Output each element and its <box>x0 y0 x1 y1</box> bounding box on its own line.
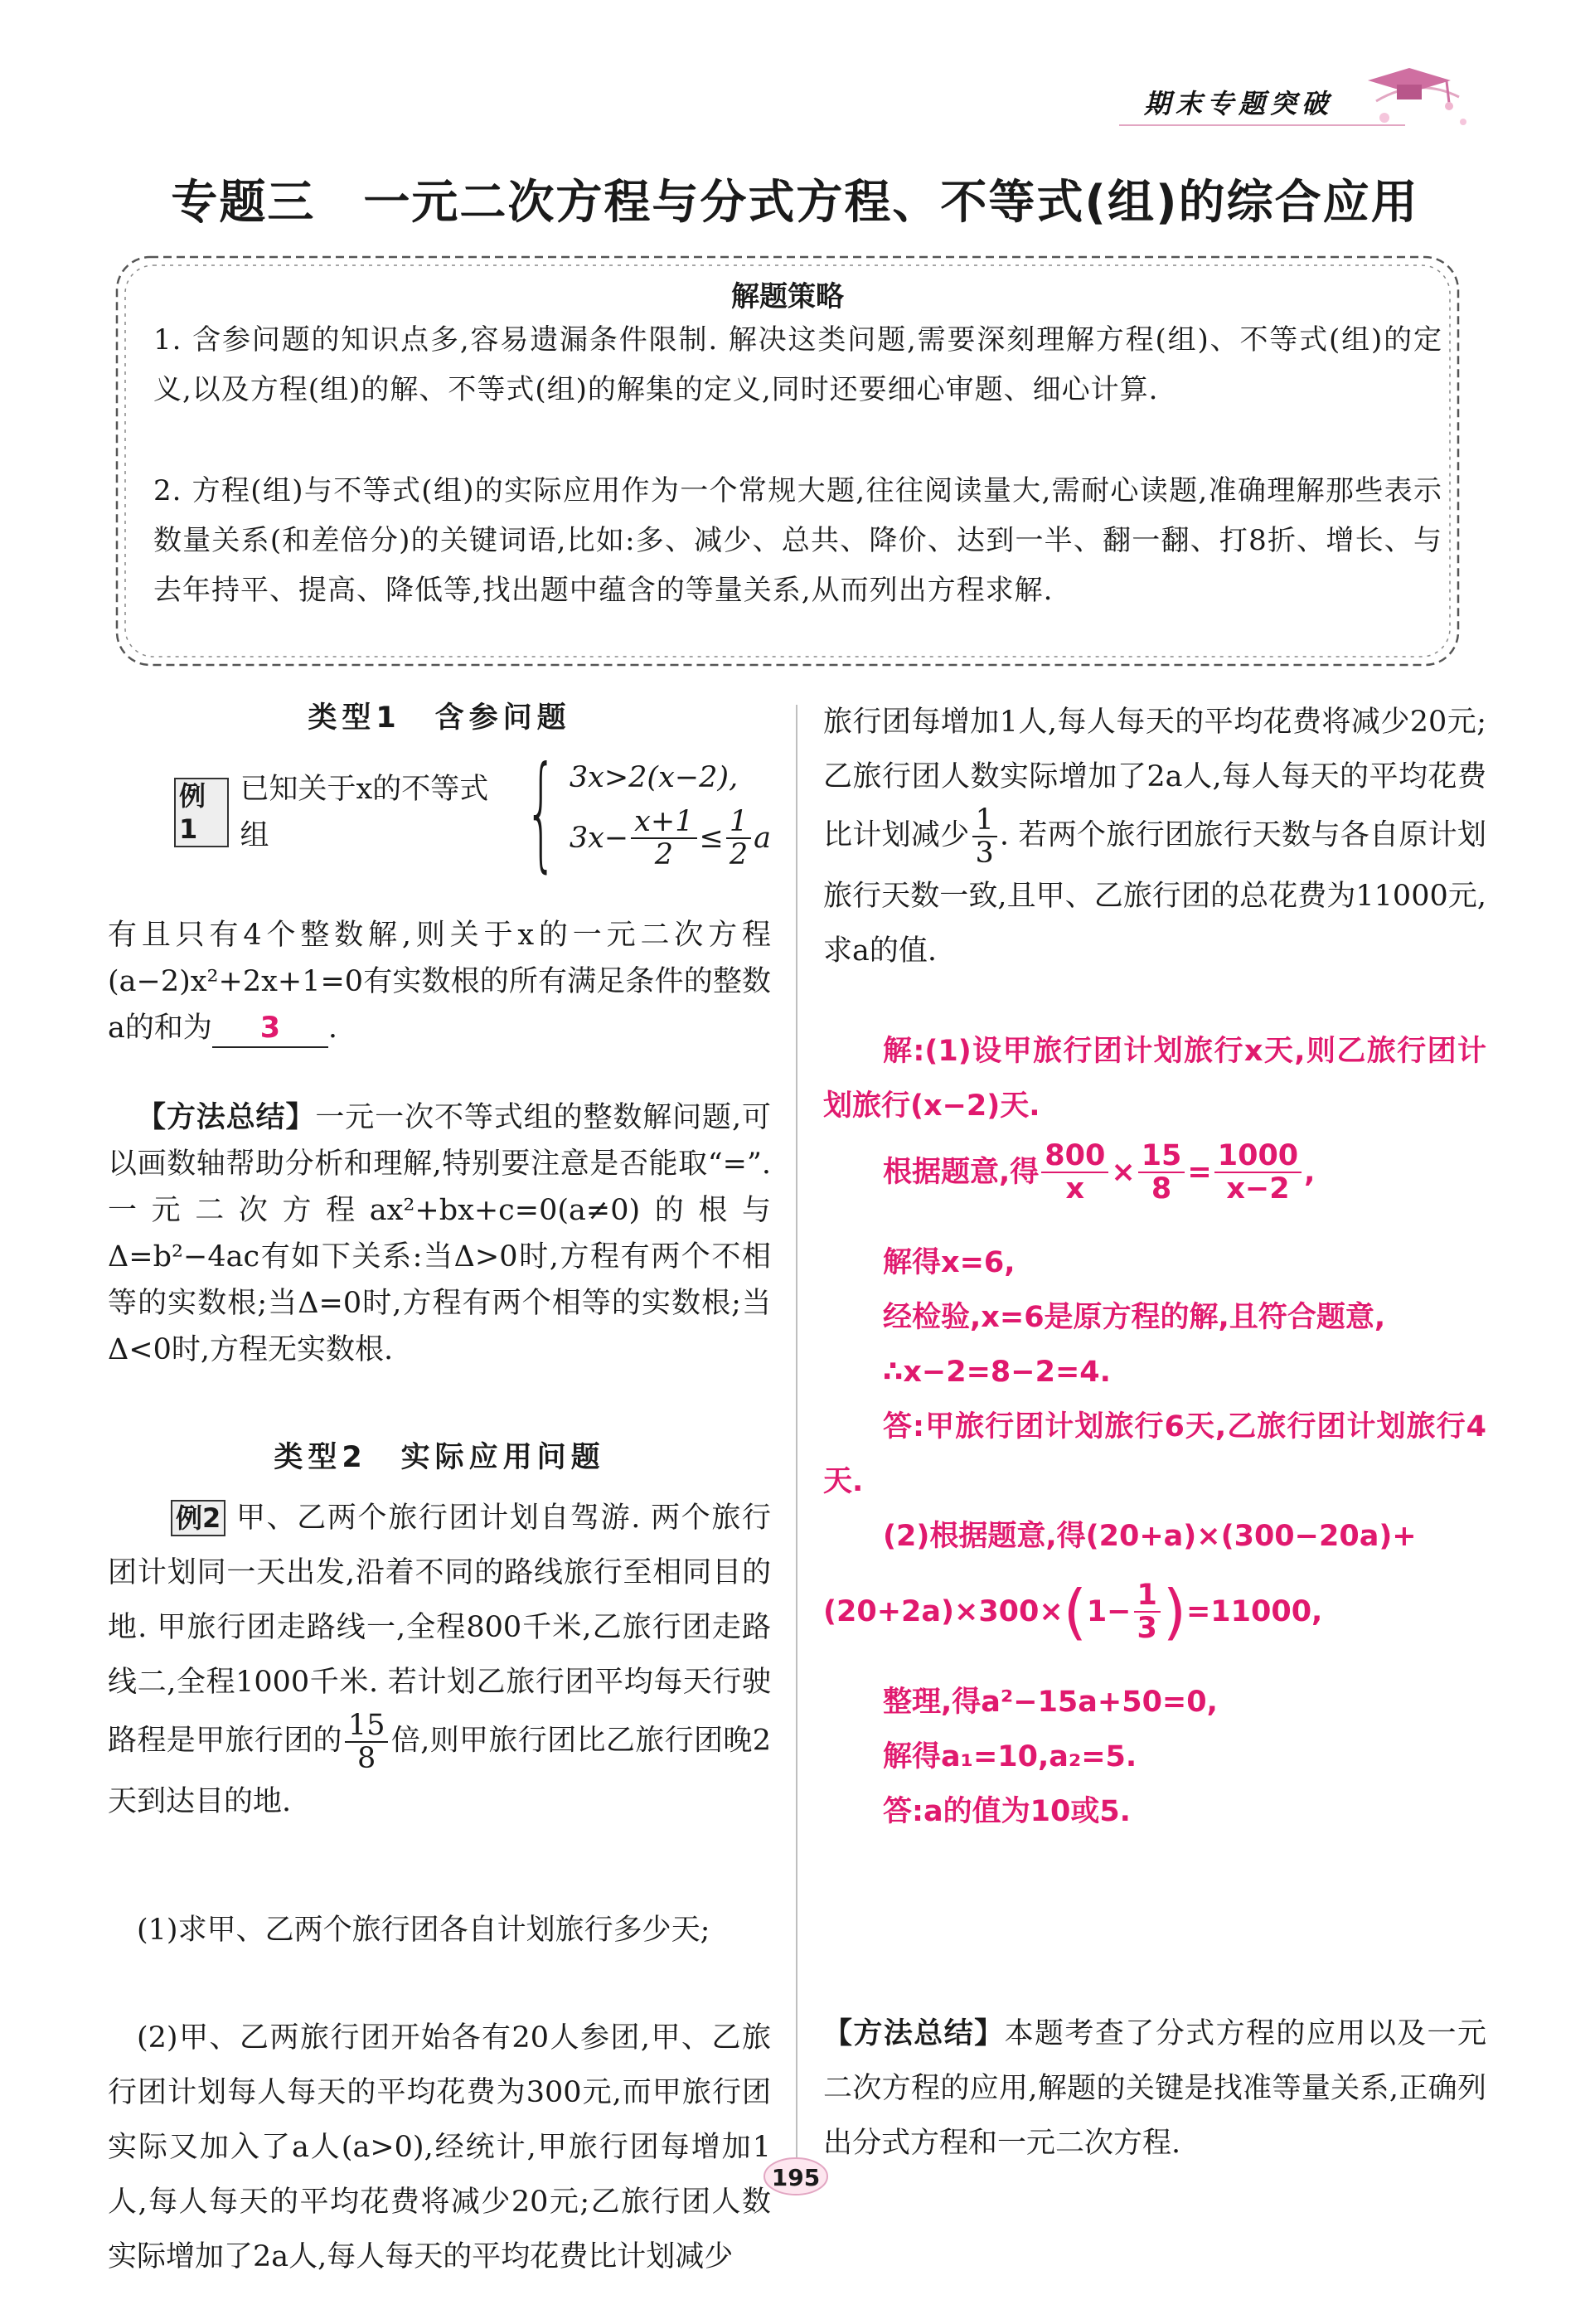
solution-step-9: 整理,得a²−15a+50=0, <box>883 1686 1218 1719</box>
inequality-2: 3x− $\frac{x+1}{2}$ ≤ $\frac{1}{2}$ a <box>569 805 771 871</box>
example1-label: 例1 <box>174 778 229 847</box>
column-divider <box>796 705 797 2164</box>
solution-step-8: (20+2a)×300× ( 1− $\frac{1}{3}$ ) =11000, <box>823 1577 1323 1647</box>
method-summary-label-2: 【方法总结】 <box>823 2017 1005 2050</box>
type1-title: 类型1 含参问题 <box>308 701 571 735</box>
solution-step-4: 经检验,x=6是原方程的解,且符合题意, <box>883 1301 1386 1334</box>
example2-question-2: (2)甲、乙两旅行团开始各有20人参团,甲、乙旅行团计划每人每天的平均花费为300元,而甲旅行团实际又加入了a人(a>0),经统计,甲旅行团每增加1人,每人每天的平均花费将减少20元;乙旅行团人数实际增加了2a人,每人每天的平均花费比计划减少 <box>108 2021 771 2273</box>
solution-step-10: 解得a₁=10,a₂=5. <box>883 1740 1137 1773</box>
type2-method-summary: 【方法总结】本题考查了分式方程的应用以及一元二次方程的应用,解题的关键是找准等量关系,正确列出分式方程和一元二次方程. <box>823 2017 1486 2160</box>
example1-intro-text: 已知关于x的不等式组 <box>240 773 489 852</box>
graduation-cap-icon <box>1360 51 1476 143</box>
solution-step-2: 根据题意,得 $\frac{800}{x}$ × $\frac{15}{8}$ = $\frac{1000}{x-2}$ , <box>883 1139 1316 1206</box>
example2-question-1: (1)求甲、乙两个旅行团各自计划旅行多少天; <box>137 1914 710 1947</box>
solution-step-3: 解得x=6, <box>883 1246 1016 1279</box>
solution-step-1: 解:(1)设甲旅行团计划旅行x天,则乙旅行团计划旅行(x−2)天. <box>823 1035 1486 1123</box>
method-summary-label: 【方法总结】 <box>137 1101 316 1134</box>
type1-method-summary: 【方法总结】一元一次不等式组的整数解问题,可以画数轴帮助分析和理解,特别要注意是否能取“=”. 一元二次方程ax²+bx+c=0(a≠0)的根与Δ=b²−4ac有如下关系:当Δ>0时,方程有两个不相等的实数根;当Δ=0时,方程有两个相等的实数根;当Δ<0时,方程无实数根. <box>108 1101 771 1366</box>
example2-label: 例2 <box>171 1500 225 1536</box>
example2-problem: 例2 甲、乙两个旅行团计划自驾游. 两个旅行团计划同一天出发,沿着不同的路线旅行至相同目的地. 甲旅行团走路线一,全程800千米,乙旅行团走路线二,全程1000千米. 若计划乙旅行团平均每天行驶路程是甲旅行团的 $\frac{15}{8}$ 倍,则甲旅行团比乙旅行团晚2天到达目的地. <box>108 1502 771 1818</box>
example1-intro <box>108 740 771 900</box>
solution-answer-1: 答:甲旅行团计划旅行6天,乙旅行团计划旅行4天. <box>823 1410 1486 1498</box>
example1-body: 有且只有4个整数解,则关于x的一元二次方程(a−2)x²+2x+1=0有实数根的所有满足条件的整数a的和为 3 . <box>108 912 771 1051</box>
strategy-box <box>112 249 1463 673</box>
page-title: 专题三 一元二次方程与分式方程、不等式(组)的综合应用 <box>171 176 1419 230</box>
inequality-system: { 3x>2(x−2), 3x− $\frac{x+1}{2}$ ≤ $\frac{1}{2}$ a <box>526 740 771 885</box>
example1-answer: 3 <box>212 1010 328 1048</box>
ratio-fraction: $\frac{15}{8}$ <box>345 1710 389 1774</box>
strategy-heading: 解题策略 <box>731 280 844 313</box>
page-number: 195 <box>763 2156 829 2197</box>
type2-title: 类型2 实际应用问题 <box>274 1441 605 1474</box>
strategy-item-2: 2. 方程(组)与不等式(组)的实际应用作为一个常规大题,往往阅读量大,需耐心读题,准确理解那些表示数量关系(和差倍分)的关键词语,比如:多、减少、总共、降价、达到一半、翻一翻、打8折、增长、与去年持平、提高、降低等,找出题中蕴含的等量关系,从而列出方程求解. <box>153 474 1442 607</box>
reduction-fraction: $\frac{1}{3}$ <box>972 804 997 869</box>
section-tag: 期末专题突破 <box>1144 88 1334 119</box>
solution-step-7: (2)根据题意,得(20+a)×(300−20a)+ <box>883 1520 1417 1553</box>
solution-step-5: ∴x−2=8−2=4. <box>883 1356 1111 1389</box>
solution-answer-2: 答:a的值为10或5. <box>883 1795 1131 1828</box>
inequality-1: 3x>2(x−2), <box>569 761 739 794</box>
strategy-item-1: 1. 含参问题的知识点多,容易遗漏条件限制. 解决这类问题,需要深刻理解方程(组)、不等式(组)的定义,以及方程(组)的解、不等式(组)的解集的定义,同时还要细心审题、细心计算. <box>153 323 1442 406</box>
example2-question-2-cont: 旅行团每增加1人,每人每天的平均花费将减少20元;乙旅行团人数实际增加了2a人,每人每天的平均花费比计划减少 $\frac{1}{3}$ . 若两个旅行团旅行天数与各自原计划旅行天数一致,且甲、乙旅行团的总花费为11000元,求a的值. <box>823 706 1486 968</box>
